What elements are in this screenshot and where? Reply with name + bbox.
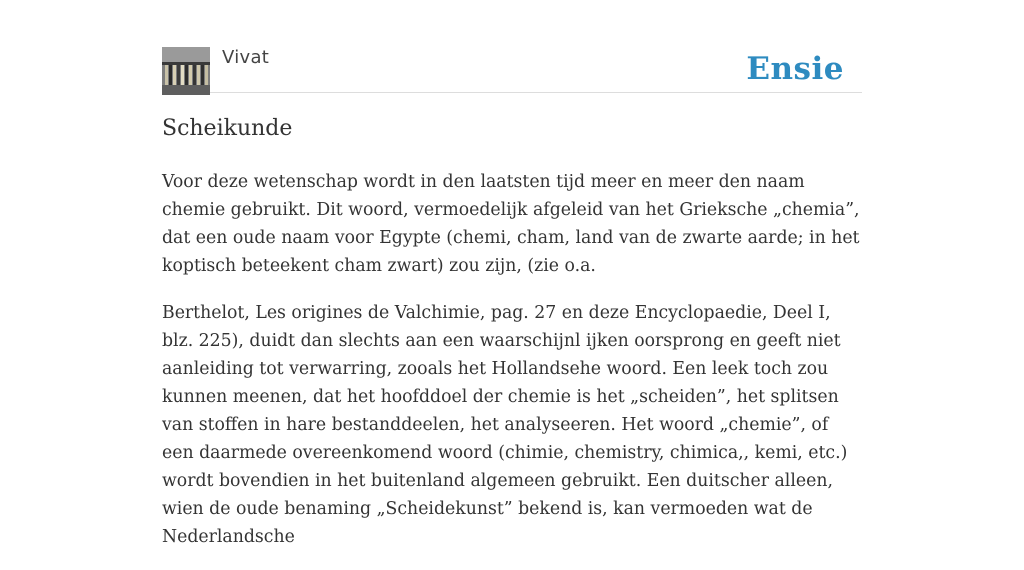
article-paragraph: Voor deze wetenschap wordt in den laatsten tijd meer en meer den naam chemie gebruikt. Dit woord, vermoedelijk afgeleid van het Grieksche „chemia”, dat een oude naam voor Egypte (chemi, cham, land van de zwarte aarde; in het koptisch beteekent cham zwart) zou zijn, (zie o.a. xyxy=(162,172,860,276)
article-body xyxy=(162,168,864,570)
article-paragraph: Berthelot, Les origines de Valchimie, pag. 27 en deze Encyclopaedie, Deel I, blz. 225), duidt dan slechts aan een waarschijnl ijken oorsprong en geeft niet aanleiding tot verwarring, zooals het Hollandsehe woord. Een leek toch zou kunnen meenen, dat het hoofddoel der chemie is het „scheiden”, het splitsen van stoffen in hare bestanddeelen, het analyseeren. Het woord „chemie”, of een daarmede overeenkomend woord (chimie, chemistry, chimica,, kemi, etc.) wordt bovendien in het buitenland algemeen gebruikt. Een duitscher alleen, wien de oude benaming „Scheidekunst” bekend is, kan vermoeden wat de Nederlandsche xyxy=(162,303,848,547)
author-avatar[interactable] xyxy=(162,47,210,95)
bookshelf-avatar-icon xyxy=(162,47,210,95)
site-logo[interactable]: Ensie xyxy=(746,51,844,87)
site-header xyxy=(162,46,862,93)
article-title: Scheikunde xyxy=(162,116,293,141)
author-name[interactable]: Vivat xyxy=(222,47,270,68)
